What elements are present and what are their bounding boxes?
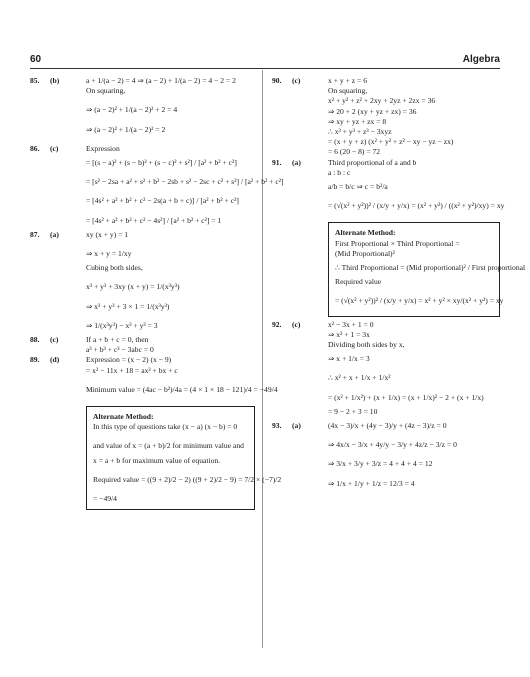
solution-line: = (√(x² + y²))² / (x/y + y/x) = (x² + y²) / ((x² + y²)/xy) = xy [328,201,505,211]
right-column [272,76,526,489]
solution-line: Cubing both sides, [86,263,143,273]
question-number: 86. [30,143,40,153]
box-title: Alternate Method: [93,412,154,422]
question-85 [30,76,255,135]
solution-line: ∴ x² + x + 1/x + 1/x² [328,373,391,383]
box-line: Required value [335,277,382,287]
solution-line: On squaring, [328,86,368,96]
question-88 [30,335,255,355]
box-line: First Proportional × Third Proportional = [335,238,460,248]
question-number: 93. [272,421,282,431]
solution-line: = (x² + 1/x²) + (x + 1/x) = (x + 1/x)² − 2 + (x + 1/x) [328,392,484,402]
question-91 [272,157,526,317]
alternate-method-box [328,222,526,316]
solution-line: (4x − 3)/x + (4y − 3)/y + (4z − 3)/z = 0 [328,421,447,431]
box-line: x = a + b for maximum value of equation. [93,455,221,465]
question-number: 90. [272,76,282,85]
question-number: 92. [272,319,282,329]
question-number: 87. [30,229,40,239]
solution-line: On squaring, [86,86,126,96]
answer-option: (d) [50,355,60,365]
box-title: Alternate Method: [335,228,396,238]
solution-line: ⇒ 1/x + 1/y + 1/z = 12/3 = 4 [328,478,415,488]
solution-line: ∴ x³ + y³ + z³ − 3xyz [328,127,392,137]
question-87 [30,230,255,331]
answer-option: (a) [50,229,59,239]
box-line: ∴ Third Proportional = (Mid proportional)² / First proportional [335,263,526,273]
question-number: 88. [30,335,40,345]
header-rule [30,68,500,69]
solution-line: Expression = (x − 2) (x − 9) [86,355,172,365]
page-header [30,54,500,68]
solution-line: a³ + b³ + c³ − 3abc = 0 [86,345,154,355]
box-line: and value of x = (a + b)/2 for minimum value and [93,441,244,451]
solution-line: ⇒ (a − 2)² + 1/(a − 2)² + 2 = 4 [86,105,178,115]
solution-line: ⇒ x² + 1 = 3x [328,329,370,339]
answer-option: (c) [292,76,301,85]
solution-line: = (x + y + z) (x² + y² + z² − xy − yz − zx) [328,137,454,147]
box-line: = −49/4 [93,494,117,504]
page-number: 60 [30,54,42,65]
solution-line: xy (x + y) = 1 [86,229,129,239]
section-title: Algebra [462,54,500,65]
solution-line: Third proportional of a and b [328,157,417,167]
answer-option: (b) [50,76,60,85]
solution-line: = [4s² + a² + b² + c² − 2s(a + b + c)] / [a² + b² + c²] [86,196,239,206]
solution-line: If a + b + c = 0, then [86,335,149,345]
solution-line: a/b = b/c ⇒ c = b²/a [328,182,388,192]
solution-line: ⇒ 4x/x − 3/x + 4y/y − 3/y + 4z/z − 3/z = 0 [328,440,457,450]
solution-line: Dividing both sides by x, [328,340,405,350]
question-92 [272,320,500,417]
solution-line: = x² − 11x + 18 = ax² + bx + c [86,365,178,375]
answer-option: (c) [50,335,59,345]
solution-line: x + y + z = 6 [328,76,367,85]
solution-line: ⇒ (a − 2)² + 1/(a − 2)² = 2 [86,124,166,134]
solution-line: a + 1/(a − 2) = 4 ⇒ (a − 2) + 1/(a − 2) = 4 − 2 = 2 [86,76,236,85]
box-line: In this type of questions take (x − a) (x − b) = 0 [93,422,238,432]
solution-line: ⇒ 20 + 2 (xy + yz + zx) = 36 [328,106,417,116]
box-line: (Mid Proportional)² [335,248,395,258]
answer-option: (c) [292,319,301,329]
question-90 [272,76,500,158]
question-number: 85. [30,76,40,85]
solution-line: x² − 3x + 1 = 0 [328,319,374,329]
solution-line: = 9 − 2 + 3 = 10 [328,406,378,416]
solution-line: ⇒ 1/(x³y³) − x³ + y³ = 3 [86,320,158,330]
solution-line: ⇒ 3/x + 3/y + 3/z = 4 + 4 + 4 = 12 [328,459,433,469]
solution-line: x² + y² + z² + 2xy + 2yz + 2zx = 36 [328,96,436,106]
solution-line: x³ + y³ + 3xy (x + y) = 1/(x³y³) [86,282,180,292]
solution-line: ⇒ x + y = 1/xy [86,249,132,259]
solution-line: a : b : c [328,167,351,177]
solution-line: Minimum value = (4ac − b²)/4a = (4 × 1 × 18 − 121)/4 = −49/4 [86,384,278,394]
solution-line: ⇒ x³ + y³ + 3 × 1 = 1/(x³y³) [86,301,170,311]
box-line: = (√(x² + y²))² / (x/y + y/x) = x² + y² × xy/(x² + y²) = xy [335,296,504,306]
answer-option: (c) [50,143,59,153]
question-number: 89. [30,355,40,365]
solution-line: ⇒ x + 1/x = 3 [328,354,370,364]
answer-option: (a) [292,421,301,431]
answer-option: (a) [292,157,301,167]
question-number: 91. [272,157,282,167]
solution-line: = [4s² + a² + b² + c² − 4s²] / [a² + b² + c²] = 1 [86,215,222,225]
solution-line: Expression [86,143,120,153]
solution-line: ⇒ xy + yz + zx = 8 [328,116,387,126]
column-divider [262,70,263,648]
solution-line: = [(s − a)² + (s − b)² + (s − c)² + s²] / [a² + b² + c²] [86,158,237,168]
question-93 [272,421,500,489]
solution-line: = 6 (20 − 8) = 72 [328,147,381,157]
solution-line: = [s² − 2sa + a² + s² + b² − 2sb + s² − 2sc + c² + s²] / [a² + b² + c²] [86,177,284,187]
box-line: Required value = ((9 + 2)/2 − 2) ((9 + 2)/2 − 9) = 7/2 × (−7)/2 [93,474,282,484]
